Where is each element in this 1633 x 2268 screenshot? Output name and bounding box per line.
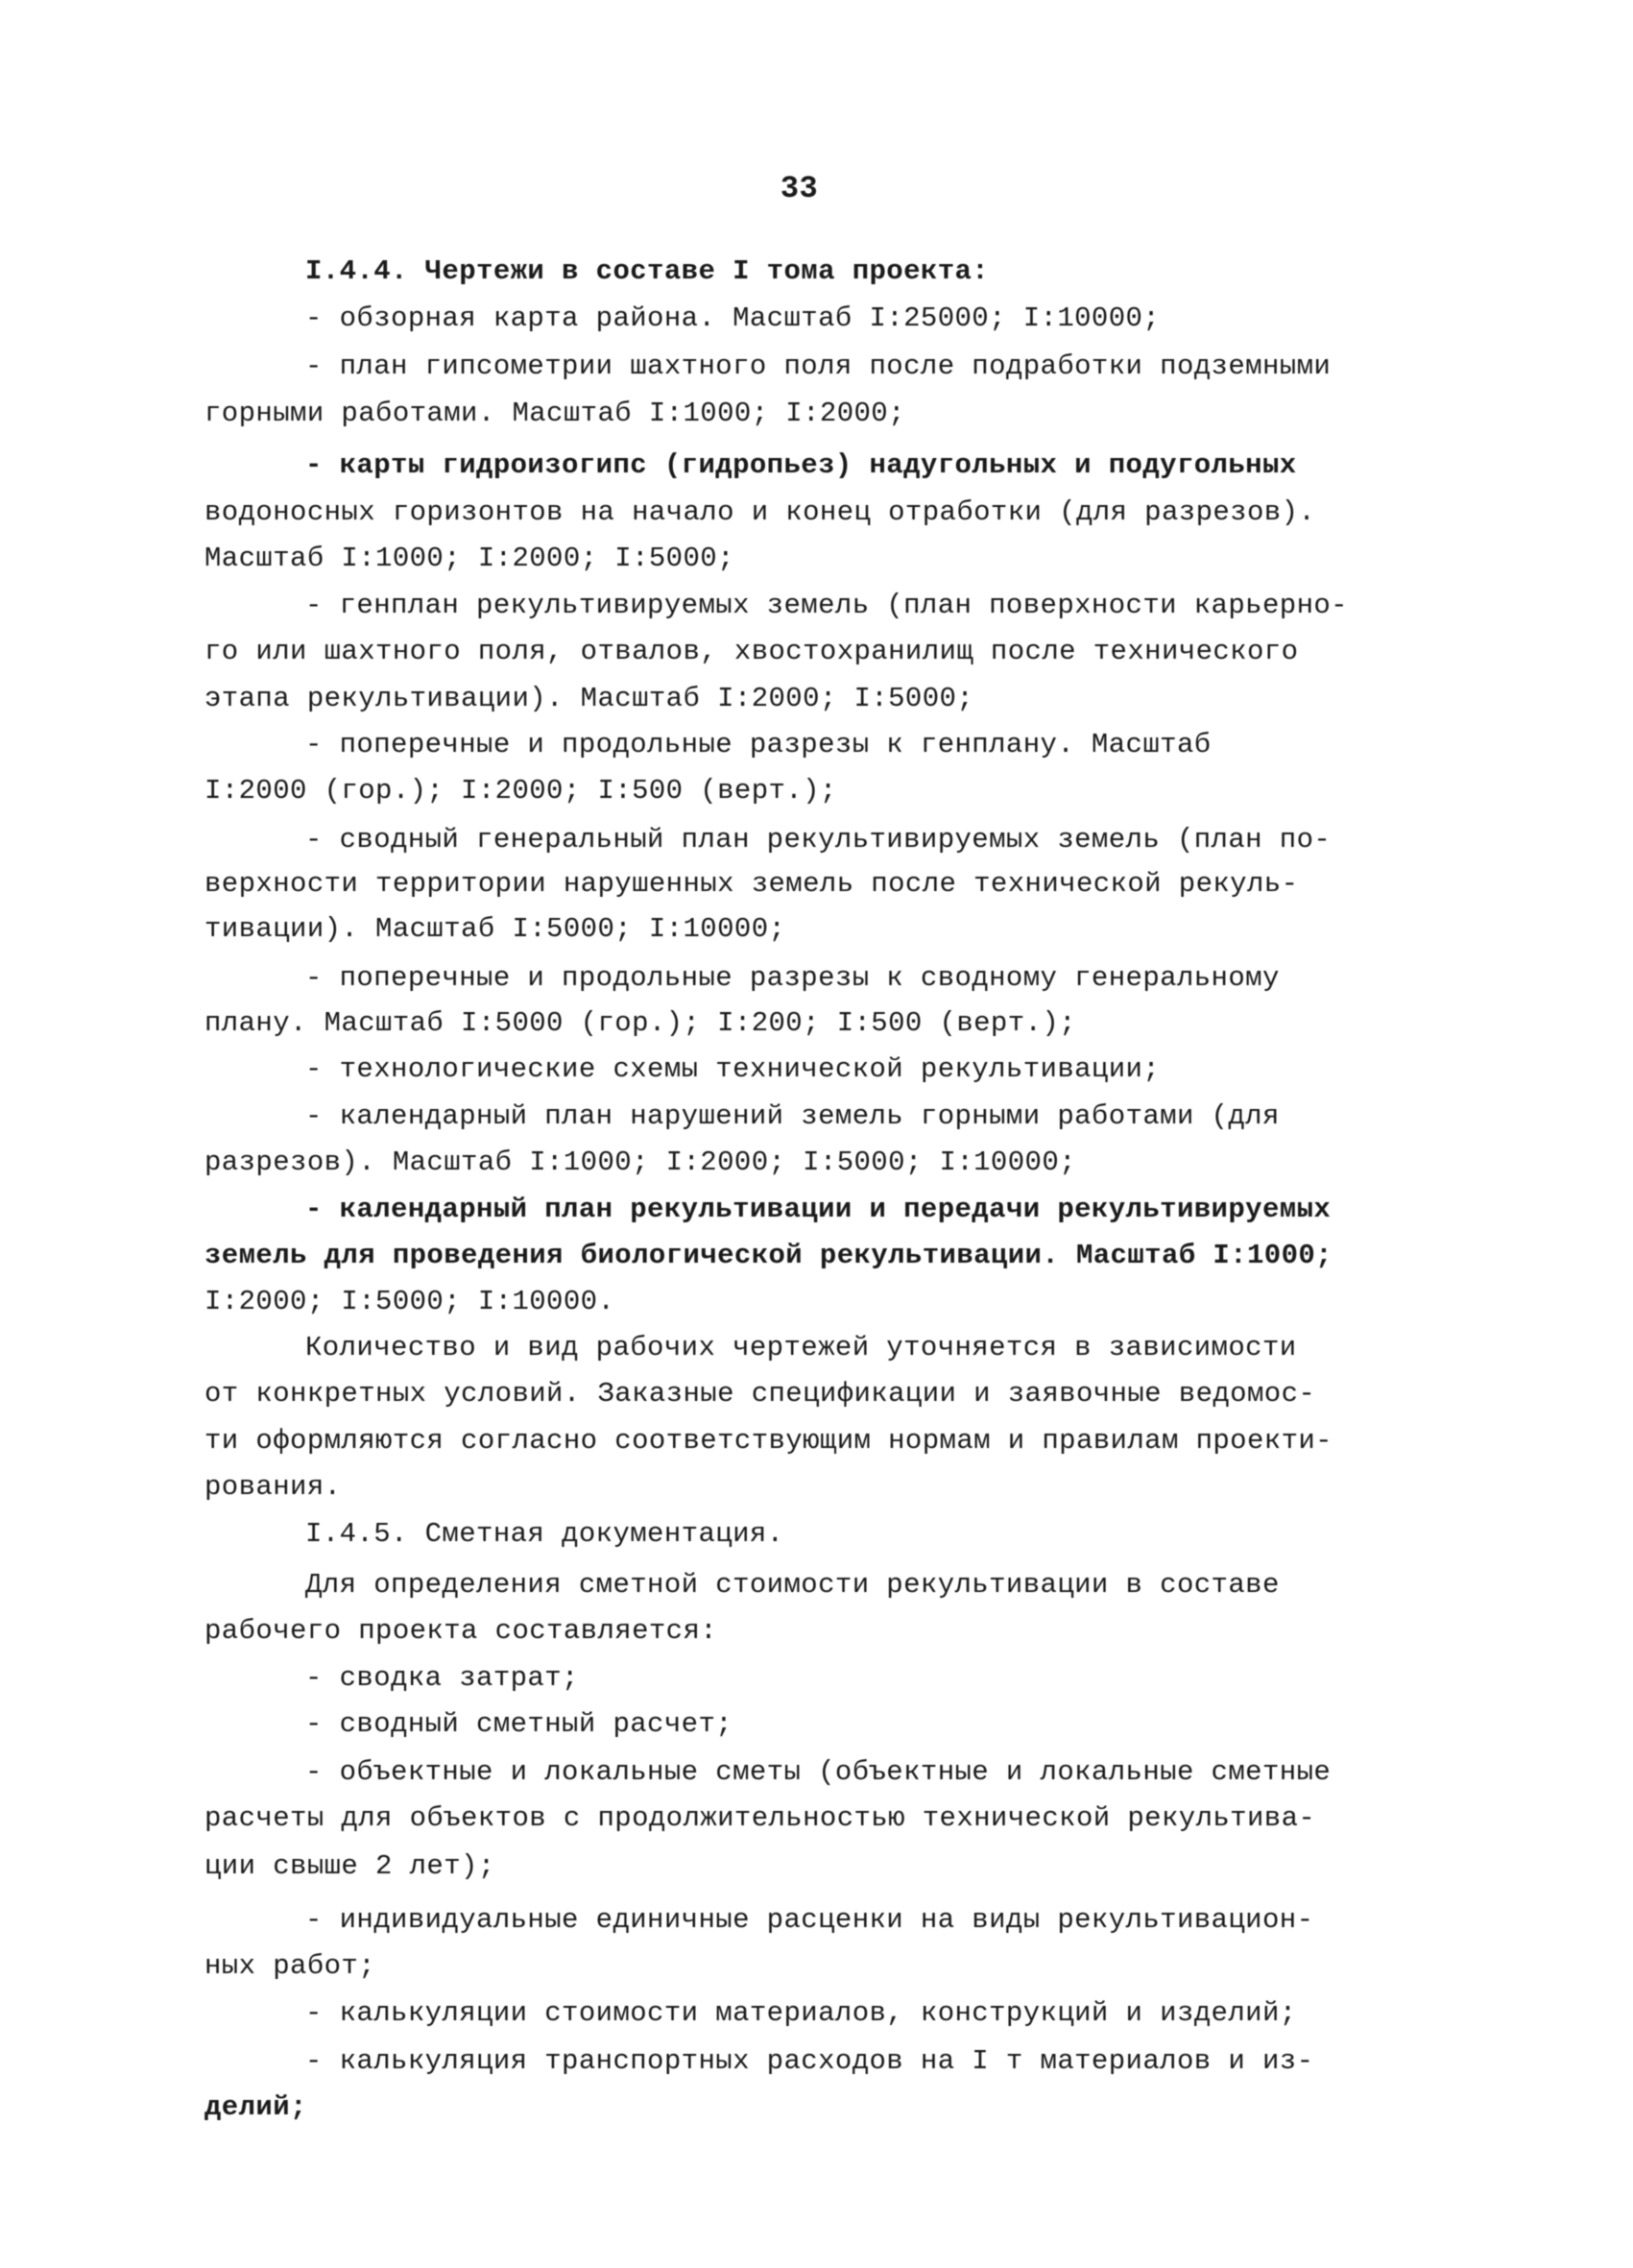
text-line: - индивидуальные единичные расценки на виды рекультивацион- — [305, 1904, 1314, 1936]
text-line: - план гипсометрии шахтного поля после подработки подземными — [305, 350, 1332, 382]
text-line: земель для проведения биологической рекультивации. Масштаб I:1000; — [204, 1240, 1333, 1271]
text-line: этапа рекультивации). Масштаб I:2000; I:5000; — [204, 683, 974, 714]
page-number: 33 — [780, 171, 819, 206]
text-line: - сводный сметный расчет; — [305, 1708, 733, 1740]
text-line: - поперечные и продольные разрезы к сводному генеральному — [305, 962, 1280, 994]
text-line: рования. — [204, 1471, 342, 1503]
text-line: верхности территории нарушенных земель после технической рекуль- — [204, 868, 1299, 900]
text-line: го или шахтного поля, отвалов, хвостохранилищ после технического — [204, 636, 1299, 667]
text-line: - сводка затрат; — [305, 1662, 579, 1694]
text-line: Количество и вид рабочих чертежей уточняется в зависимости — [305, 1332, 1297, 1363]
text-line: ции свыше 2 лет); — [204, 1850, 495, 1882]
section-heading-1-4-5: I.4.5. Сметная документация. — [305, 1518, 784, 1550]
text-line: - календарный план рекультивации и передачи рекультивируемых — [305, 1194, 1332, 1225]
text-line: - объектные и локальные сметы (объектные и локальные сметные — [305, 1756, 1332, 1788]
text-line: - карты гидроизогипс (гидропьез) надугольных и подугольных — [305, 449, 1297, 481]
text-line: Масштаб I:1000; I:2000; I:5000; — [204, 543, 734, 574]
text-line: - технологические схемы технической рекультивации; — [305, 1053, 1161, 1085]
text-line: - генплан рекультивируемых земель (план поверхности карьерно- — [305, 590, 1348, 621]
section-heading-1-4-4: I.4.4. Чертежи в составе I тома проекта: — [305, 255, 990, 287]
text-line: - калькуляция транспортных расходов на I т материалов и из- — [305, 2045, 1314, 2077]
text-line: от конкретных условий. Заказные спецификации и заявочные ведомос- — [204, 1378, 1316, 1410]
text-line: - календарный план нарушений земель горными работами (для — [305, 1100, 1280, 1132]
text-line: ти оформляются согласно соответствующим нормам и правилам проекти- — [204, 1425, 1333, 1457]
text-line: - сводный генеральный план рекультивируемых земель (план по- — [305, 824, 1332, 856]
text-line: I:2000 (гор.); I:2000; I:500 (верт.); — [204, 775, 837, 807]
text-line: плану. Масштаб I:5000 (гор.); I:200; I:500 (верт.); — [204, 1007, 1076, 1039]
text-line: рабочего проекта составляется: — [204, 1615, 718, 1647]
text-line: ных работ; — [204, 1950, 376, 1982]
text-line: - калькуляции стоимости материалов, конструкций и изделий; — [305, 1997, 1297, 2029]
text-line: Для определения сметной стоимости рекультивации в составе — [305, 1569, 1280, 1601]
text-line: горными работами. Масштаб I:1000; I:2000; — [204, 398, 905, 429]
text-line: тивации). Масштаб I:5000; I:10000; — [204, 913, 786, 945]
text-line: I:2000; I:5000; I:10000. — [204, 1286, 615, 1317]
text-line: делий; — [204, 2091, 307, 2123]
text-line: - поперечные и продольные разрезы к генплану. Масштаб — [305, 729, 1212, 760]
text-line: - обзорная карта района. Масштаб I:25000; I:10000; — [305, 302, 1161, 334]
text-line: расчеты для объектов с продолжительностью технической рекультива- — [204, 1802, 1316, 1834]
text-line: разрезов). Масштаб I:1000; I:2000; I:5000; I:10000; — [204, 1146, 1076, 1178]
text-line: водоносных горизонтов на начало и конец отработки (для разрезов). — [204, 496, 1316, 528]
